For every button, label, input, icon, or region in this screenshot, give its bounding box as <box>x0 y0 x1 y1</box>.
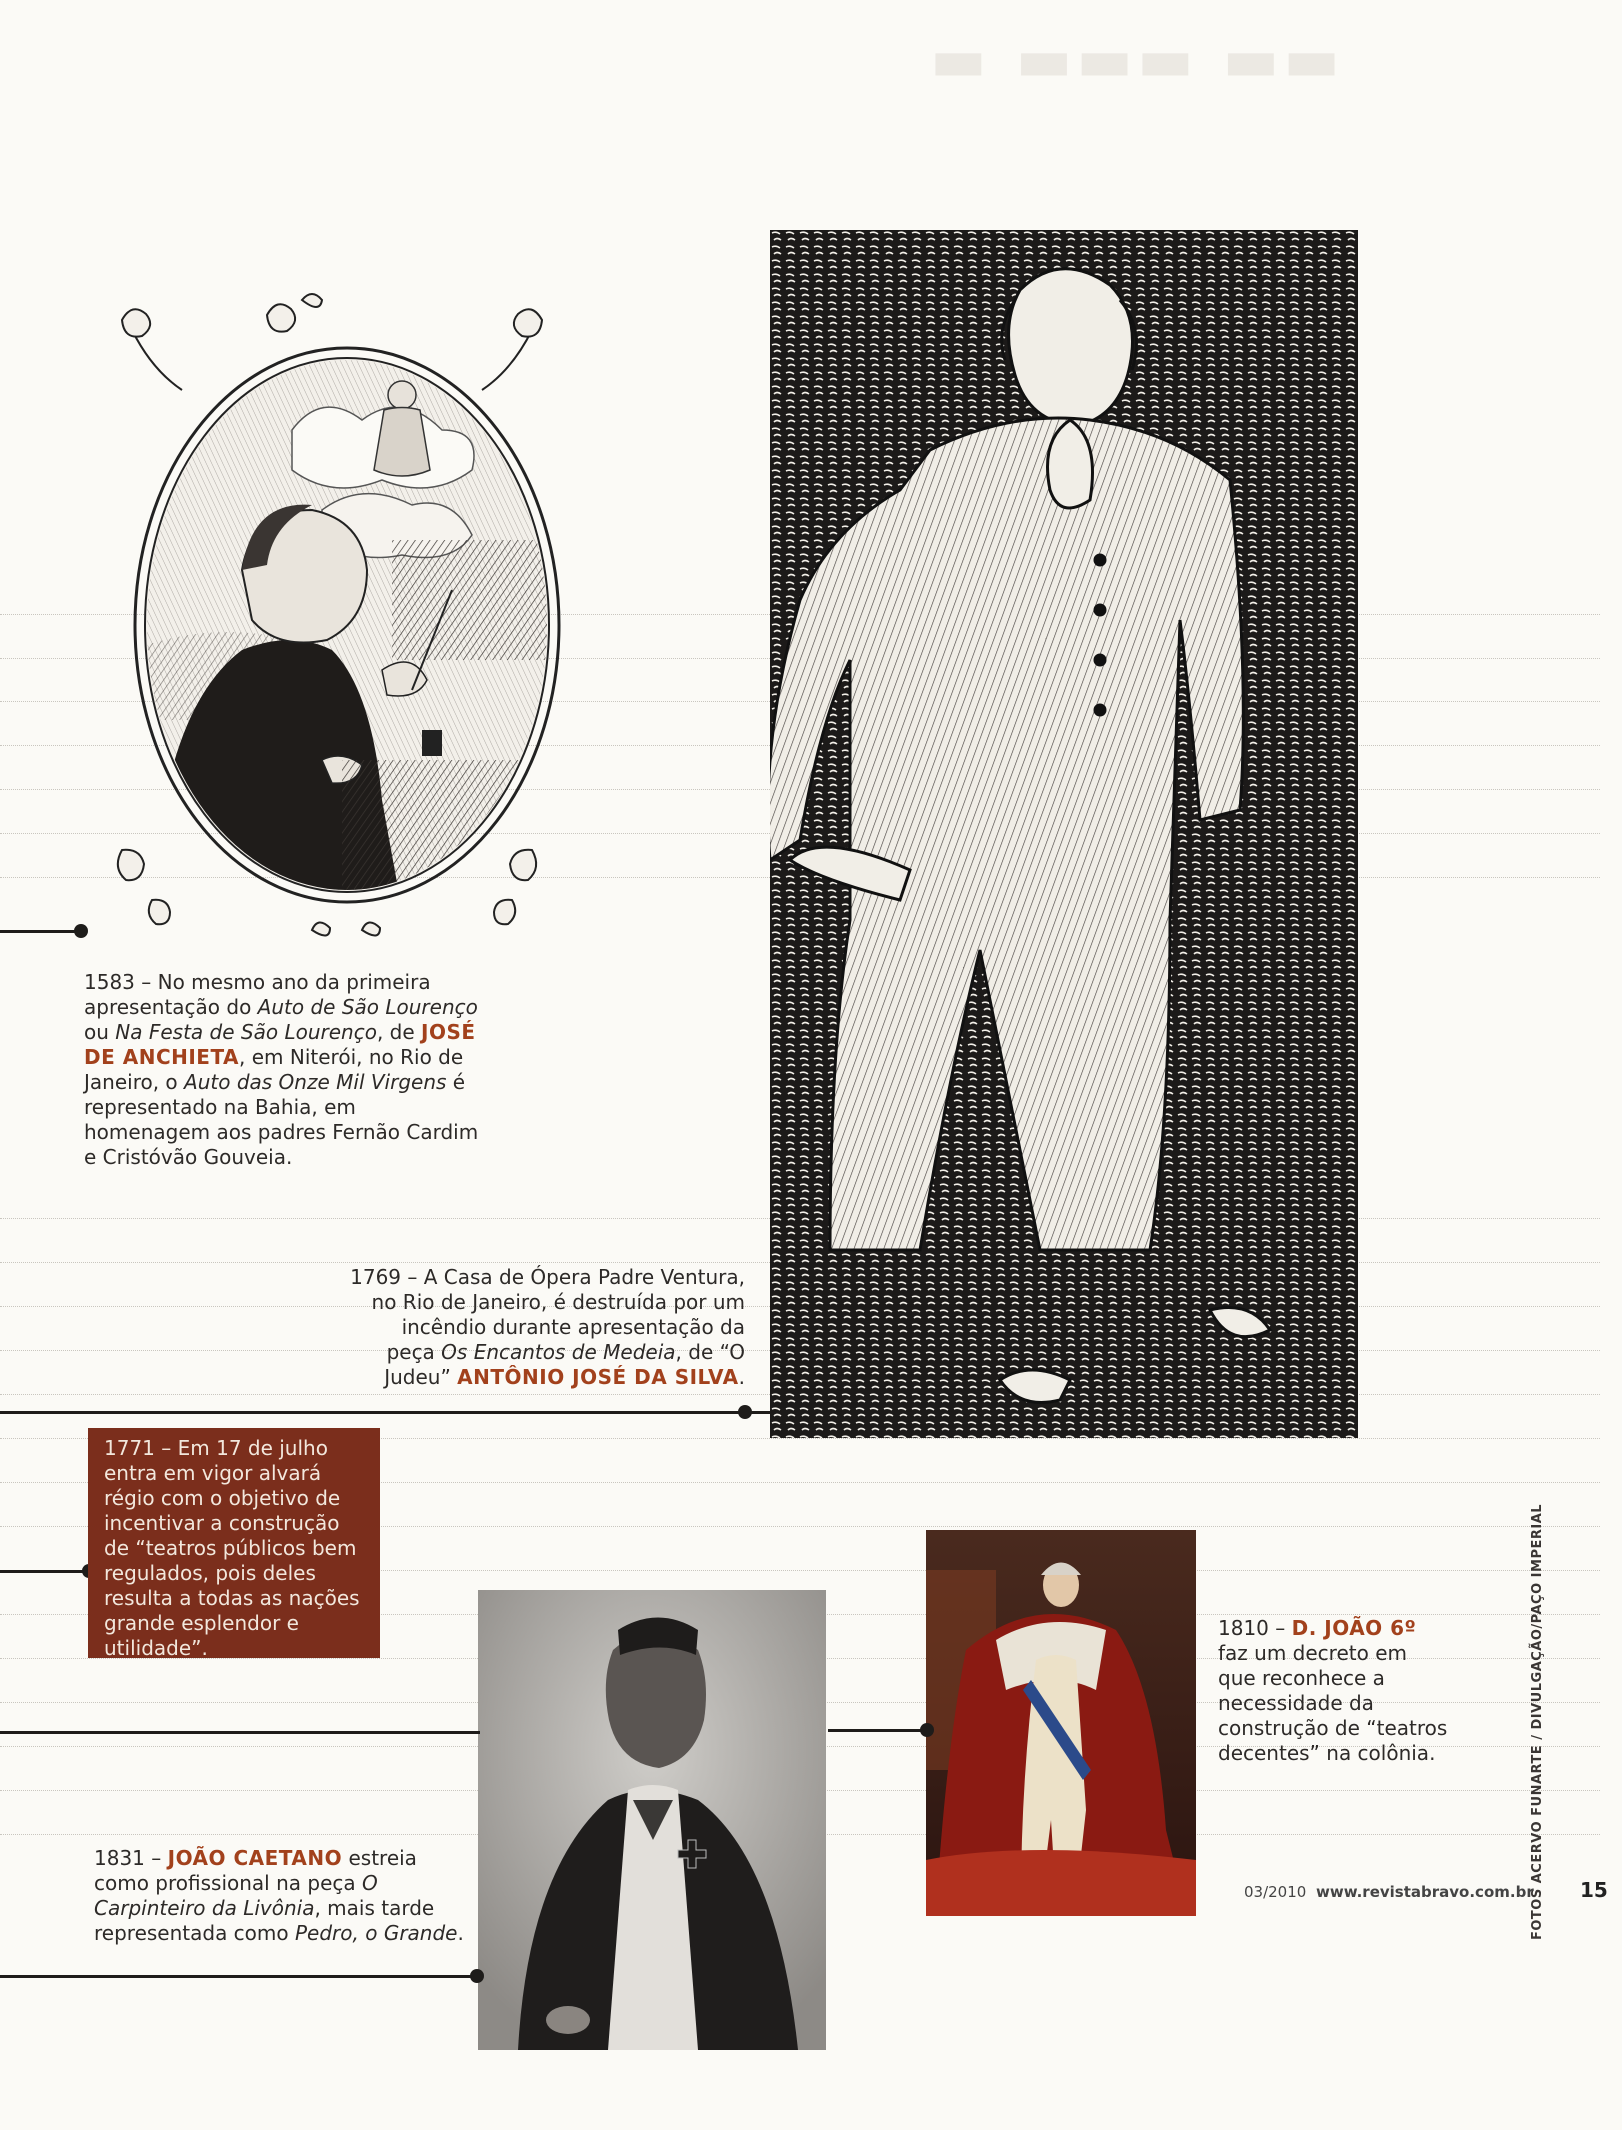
person-name-jose-de-anchieta: JOSÉ DE ANCHIETA <box>84 1020 476 1069</box>
footer-url: www.revistabravo.com.br <box>1316 1883 1534 1901</box>
page-number: 15 <box>1580 1878 1608 1902</box>
footer-date: 03/2010 <box>1244 1883 1307 1901</box>
timeline-line-1583 <box>0 930 82 933</box>
entry-1810-caption: 1810 – D. JOÃO 6º faz um decreto em que reconhece a necessidade da construção de “teatros decentes” na colônia. <box>1218 1616 1448 1765</box>
timeline-dot-1769 <box>738 1405 752 1419</box>
person-name-joao-caetano: JOÃO CAETANO <box>167 1846 343 1870</box>
person-name-antonio-jose-da-silva: ANTÔNIO JOSÉ DA SILVA <box>457 1365 739 1389</box>
timeline-line-1771 <box>0 1570 90 1573</box>
person-name-d-joao-6: D. JOÃO 6º <box>1291 1616 1417 1640</box>
dom-joao-vi-portrait <box>926 1530 1196 1916</box>
timeline-dot-1583 <box>74 924 88 938</box>
entry-1769-caption: 1769 – A Casa de Ópera Padre Ventura, no Rio de Janeiro, é destruída por um incêndio durante apresentação da peça Os Encantos de Medeia, de “O Judeu” ANTÔNIO JOSÉ DA SILVA. <box>350 1265 745 1389</box>
timeline-line-1810 <box>828 1729 928 1732</box>
timeline-line-top-caetano <box>0 1731 480 1734</box>
faded-heading-bleed: ▬ ▬▬▬ ▬▬ <box>930 25 1344 95</box>
timeline-line-1831 <box>0 1975 480 1978</box>
entry-1583-caption: 1583 – No mesmo ano da primeira apresentação do Auto de São Lourenço ou Na Festa de São Lourenço, de JOSÉ DE ANCHIETA, em Niterói, no Rio de Janeiro, o Auto das Onze Mil Virgens é representado na Bahia, em homenagem aos padres Fernão Cardim e Cristóvão Gouveia. <box>84 970 479 1169</box>
timeline-line-1769 <box>0 1411 770 1414</box>
joao-caetano-portrait <box>478 1590 826 2050</box>
timeline-dot-1810 <box>920 1723 934 1737</box>
entry-1771-box: 1771 – Em 17 de julho entra em vigor alvará régio com o objetivo de incentivar a construção de “teatros públicos bem regulados, pois deles resulta a todas as nações grande esplendor e utilidade”. <box>88 1428 380 1658</box>
anchieta-engraving <box>92 290 592 950</box>
entry-1831-caption: 1831 – JOÃO CAETANO estreia como profissional na peça O Carpinteiro da Livônia, mais tarde representada como Pedro, o Grande. <box>94 1846 464 1945</box>
antonio-jose-da-silva-engraving <box>770 230 1358 1438</box>
photo-credit: FOTOS ACERVO FUNARTE / DIVULGAÇÃO/PAÇO IMPERIAL <box>1530 1503 1545 1940</box>
timeline-dot-1831 <box>470 1969 484 1983</box>
